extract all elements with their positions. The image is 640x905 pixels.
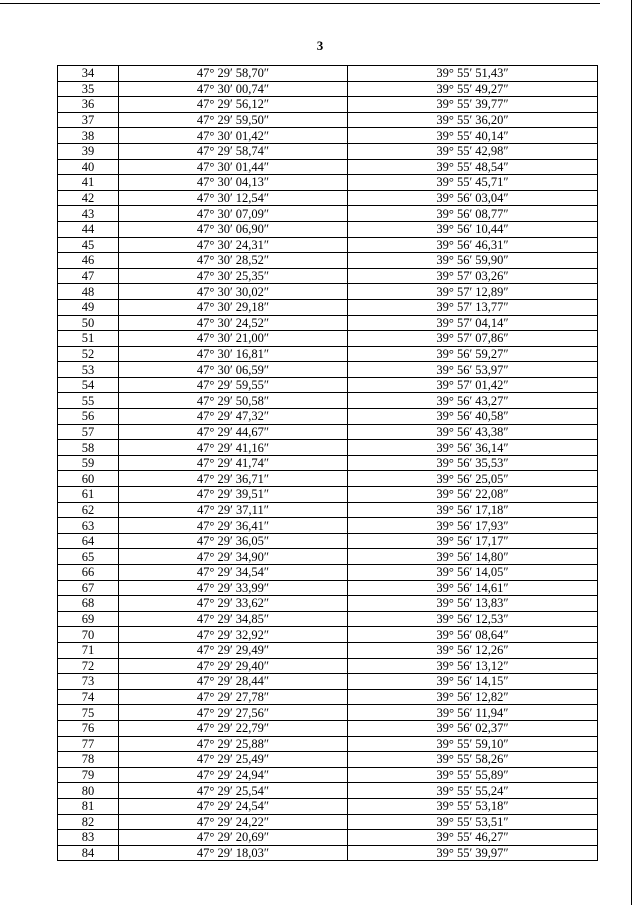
- table-row: [58, 315, 598, 331]
- point-number-cell: 60: [58, 471, 119, 487]
- longitude-cell: 39° 55′ 53,51″: [348, 814, 598, 830]
- point-number-cell: 63: [58, 518, 119, 534]
- point-number-cell: 64: [58, 533, 119, 549]
- latitude-cell: 47° 29′ 24,54″: [119, 798, 348, 814]
- longitude-cell: 39° 56′ 14,61″: [348, 580, 598, 596]
- table-row: [58, 190, 598, 206]
- table-row: [58, 362, 598, 378]
- table-row: [58, 845, 598, 861]
- longitude-cell: 39° 56′ 14,05″: [348, 565, 598, 581]
- table-row: [58, 471, 598, 487]
- point-number-cell: 44: [58, 221, 119, 237]
- point-number-cell: 45: [58, 237, 119, 253]
- point-number-cell: 51: [58, 331, 119, 347]
- table-row: [58, 611, 598, 627]
- point-number-cell: 41: [58, 175, 119, 191]
- longitude-cell: 39° 56′ 12,26″: [348, 642, 598, 658]
- table-row: [58, 736, 598, 752]
- point-number-cell: 62: [58, 502, 119, 518]
- latitude-cell: 47° 30′ 12,54″: [119, 190, 348, 206]
- longitude-cell: 39° 56′ 17,17″: [348, 533, 598, 549]
- longitude-cell: 39° 56′ 25,05″: [348, 471, 598, 487]
- table-row: [58, 128, 598, 144]
- latitude-cell: 47° 30′ 28,52″: [119, 253, 348, 269]
- longitude-cell: 39° 55′ 39,77″: [348, 97, 598, 113]
- table-row: [58, 97, 598, 113]
- latitude-cell: 47° 30′ 29,18″: [119, 299, 348, 315]
- latitude-cell: 47° 30′ 24,31″: [119, 237, 348, 253]
- latitude-cell: 47° 30′ 07,09″: [119, 206, 348, 222]
- latitude-cell: 47° 29′ 33,62″: [119, 596, 348, 612]
- point-number-cell: 46: [58, 253, 119, 269]
- table-row: [58, 596, 598, 612]
- latitude-cell: 47° 29′ 44,67″: [119, 424, 348, 440]
- table-row: [58, 284, 598, 300]
- point-number-cell: 42: [58, 190, 119, 206]
- point-number-cell: 65: [58, 549, 119, 565]
- point-number-cell: 80: [58, 783, 119, 799]
- point-number-cell: 55: [58, 393, 119, 409]
- coordinates-table-body: [58, 66, 598, 861]
- longitude-cell: 39° 56′ 53,97″: [348, 362, 598, 378]
- longitude-cell: 39° 56′ 17,18″: [348, 502, 598, 518]
- latitude-cell: 47° 29′ 50,58″: [119, 393, 348, 409]
- table-row: [58, 767, 598, 783]
- table-row: [58, 237, 598, 253]
- latitude-cell: 47° 30′ 01,44″: [119, 159, 348, 175]
- point-number-cell: 75: [58, 705, 119, 721]
- table-row: [58, 798, 598, 814]
- latitude-cell: 47° 29′ 36,05″: [119, 533, 348, 549]
- point-number-cell: 84: [58, 845, 119, 861]
- table-row: [58, 830, 598, 846]
- latitude-cell: 47° 29′ 47,32″: [119, 409, 348, 425]
- point-number-cell: 74: [58, 689, 119, 705]
- longitude-cell: 39° 56′ 36,14″: [348, 440, 598, 456]
- longitude-cell: 39° 56′ 08,64″: [348, 627, 598, 643]
- longitude-cell: 39° 55′ 55,24″: [348, 783, 598, 799]
- latitude-cell: 47° 29′ 32,92″: [119, 627, 348, 643]
- latitude-cell: 47° 29′ 24,22″: [119, 814, 348, 830]
- point-number-cell: 43: [58, 206, 119, 222]
- point-number-cell: 67: [58, 580, 119, 596]
- latitude-cell: 47° 29′ 36,71″: [119, 471, 348, 487]
- latitude-cell: 47° 29′ 58,70″: [119, 66, 348, 82]
- table-row: [58, 221, 598, 237]
- point-number-cell: 52: [58, 346, 119, 362]
- latitude-cell: 47° 29′ 22,79″: [119, 720, 348, 736]
- point-number-cell: 77: [58, 736, 119, 752]
- point-number-cell: 57: [58, 424, 119, 440]
- latitude-cell: 47° 29′ 25,49″: [119, 752, 348, 768]
- point-number-cell: 76: [58, 720, 119, 736]
- table-row: [58, 674, 598, 690]
- longitude-cell: 39° 55′ 49,27″: [348, 81, 598, 97]
- point-number-cell: 49: [58, 299, 119, 315]
- longitude-cell: 39° 56′ 03,04″: [348, 190, 598, 206]
- point-number-cell: 83: [58, 830, 119, 846]
- point-number-cell: 53: [58, 362, 119, 378]
- point-number-cell: 79: [58, 767, 119, 783]
- latitude-cell: 47° 30′ 06,90″: [119, 221, 348, 237]
- point-number-cell: 58: [58, 440, 119, 456]
- longitude-cell: 39° 56′ 40,58″: [348, 409, 598, 425]
- table-row: [58, 377, 598, 393]
- longitude-cell: 39° 56′ 13,83″: [348, 596, 598, 612]
- table-row: [58, 253, 598, 269]
- table-row: [58, 66, 598, 82]
- table-row: [58, 752, 598, 768]
- latitude-cell: 47° 29′ 24,94″: [119, 767, 348, 783]
- point-number-cell: 40: [58, 159, 119, 175]
- point-number-cell: 61: [58, 487, 119, 503]
- latitude-cell: 47° 29′ 39,51″: [119, 487, 348, 503]
- longitude-cell: 39° 56′ 12,53″: [348, 611, 598, 627]
- longitude-cell: 39° 56′ 22,08″: [348, 487, 598, 503]
- point-number-cell: 54: [58, 377, 119, 393]
- latitude-cell: 47° 29′ 56,12″: [119, 97, 348, 113]
- top-rule: [0, 3, 600, 4]
- table-row: [58, 705, 598, 721]
- latitude-cell: 47° 29′ 33,99″: [119, 580, 348, 596]
- point-number-cell: 47: [58, 268, 119, 284]
- longitude-cell: 39° 55′ 48,54″: [348, 159, 598, 175]
- longitude-cell: 39° 55′ 58,26″: [348, 752, 598, 768]
- table-row: [58, 424, 598, 440]
- latitude-cell: 47° 29′ 36,41″: [119, 518, 348, 534]
- longitude-cell: 39° 56′ 35,53″: [348, 455, 598, 471]
- longitude-cell: 39° 57′ 12,89″: [348, 284, 598, 300]
- table-row: [58, 143, 598, 159]
- longitude-cell: 39° 56′ 12,82″: [348, 689, 598, 705]
- longitude-cell: 39° 55′ 55,89″: [348, 767, 598, 783]
- longitude-cell: 39° 56′ 08,77″: [348, 206, 598, 222]
- longitude-cell: 39° 57′ 03,26″: [348, 268, 598, 284]
- table-row: [58, 440, 598, 456]
- right-margin-rule: [631, 0, 632, 905]
- latitude-cell: 47° 29′ 29,49″: [119, 642, 348, 658]
- table-row: [58, 81, 598, 97]
- table-row: [58, 159, 598, 175]
- table-row: [58, 518, 598, 534]
- longitude-cell: 39° 55′ 51,43″: [348, 66, 598, 82]
- latitude-cell: 47° 30′ 24,52″: [119, 315, 348, 331]
- longitude-cell: 39° 57′ 13,77″: [348, 299, 598, 315]
- longitude-cell: 39° 56′ 43,38″: [348, 424, 598, 440]
- latitude-cell: 47° 29′ 58,74″: [119, 143, 348, 159]
- table-row: [58, 580, 598, 596]
- latitude-cell: 47° 29′ 25,88″: [119, 736, 348, 752]
- longitude-cell: 39° 56′ 14,80″: [348, 549, 598, 565]
- longitude-cell: 39° 56′ 46,31″: [348, 237, 598, 253]
- latitude-cell: 47° 29′ 34,90″: [119, 549, 348, 565]
- table-row: [58, 112, 598, 128]
- longitude-cell: 39° 56′ 10,44″: [348, 221, 598, 237]
- point-number-cell: 71: [58, 642, 119, 658]
- point-number-cell: 34: [58, 66, 119, 82]
- longitude-cell: 39° 57′ 01,42″: [348, 377, 598, 393]
- latitude-cell: 47° 30′ 04,13″: [119, 175, 348, 191]
- latitude-cell: 47° 30′ 01,42″: [119, 128, 348, 144]
- table-row: [58, 814, 598, 830]
- point-number-cell: 38: [58, 128, 119, 144]
- latitude-cell: 47° 30′ 21,00″: [119, 331, 348, 347]
- table-row: [58, 268, 598, 284]
- point-number-cell: 81: [58, 798, 119, 814]
- latitude-cell: 47° 30′ 00,74″: [119, 81, 348, 97]
- longitude-cell: 39° 56′ 17,93″: [348, 518, 598, 534]
- table-row: [58, 502, 598, 518]
- latitude-cell: 47° 29′ 41,16″: [119, 440, 348, 456]
- point-number-cell: 78: [58, 752, 119, 768]
- table-row: [58, 549, 598, 565]
- longitude-cell: 39° 55′ 46,27″: [348, 830, 598, 846]
- latitude-cell: 47° 29′ 27,56″: [119, 705, 348, 721]
- latitude-cell: 47° 29′ 20,69″: [119, 830, 348, 846]
- table-row: [58, 393, 598, 409]
- longitude-cell: 39° 56′ 14,15″: [348, 674, 598, 690]
- latitude-cell: 47° 29′ 34,85″: [119, 611, 348, 627]
- longitude-cell: 39° 56′ 11,94″: [348, 705, 598, 721]
- page-number: 3: [316, 38, 324, 53]
- longitude-cell: 39° 55′ 53,18″: [348, 798, 598, 814]
- point-number-cell: 36: [58, 97, 119, 113]
- latitude-cell: 47° 29′ 25,54″: [119, 783, 348, 799]
- longitude-cell: 39° 55′ 36,20″: [348, 112, 598, 128]
- latitude-cell: 47° 30′ 06,59″: [119, 362, 348, 378]
- latitude-cell: 47° 29′ 28,44″: [119, 674, 348, 690]
- point-number-cell: 48: [58, 284, 119, 300]
- coordinates-table: [57, 65, 598, 861]
- latitude-cell: 47° 29′ 59,55″: [119, 377, 348, 393]
- point-number-cell: 66: [58, 565, 119, 581]
- latitude-cell: 47° 29′ 27,78″: [119, 689, 348, 705]
- latitude-cell: 47° 29′ 37,11″: [119, 502, 348, 518]
- longitude-cell: 39° 56′ 13,12″: [348, 658, 598, 674]
- latitude-cell: 47° 30′ 30,02″: [119, 284, 348, 300]
- point-number-cell: 72: [58, 658, 119, 674]
- latitude-cell: 47° 29′ 29,40″: [119, 658, 348, 674]
- table-row: [58, 642, 598, 658]
- latitude-cell: 47° 29′ 41,74″: [119, 455, 348, 471]
- table-row: [58, 409, 598, 425]
- latitude-cell: 47° 30′ 16,81″: [119, 346, 348, 362]
- table-row: [58, 346, 598, 362]
- longitude-cell: 39° 55′ 42,98″: [348, 143, 598, 159]
- longitude-cell: 39° 56′ 59,90″: [348, 253, 598, 269]
- point-number-cell: 68: [58, 596, 119, 612]
- table-row: [58, 299, 598, 315]
- table-row: [58, 206, 598, 222]
- table-row: [58, 175, 598, 191]
- latitude-cell: 47° 29′ 59,50″: [119, 112, 348, 128]
- table-row: [58, 627, 598, 643]
- longitude-cell: 39° 56′ 43,27″: [348, 393, 598, 409]
- point-number-cell: 56: [58, 409, 119, 425]
- longitude-cell: 39° 55′ 59,10″: [348, 736, 598, 752]
- longitude-cell: 39° 56′ 02,37″: [348, 720, 598, 736]
- point-number-cell: 35: [58, 81, 119, 97]
- point-number-cell: 39: [58, 143, 119, 159]
- table-row: [58, 720, 598, 736]
- longitude-cell: 39° 55′ 40,14″: [348, 128, 598, 144]
- point-number-cell: 69: [58, 611, 119, 627]
- longitude-cell: 39° 57′ 04,14″: [348, 315, 598, 331]
- latitude-cell: 47° 30′ 25,35″: [119, 268, 348, 284]
- point-number-cell: 59: [58, 455, 119, 471]
- point-number-cell: 50: [58, 315, 119, 331]
- point-number-cell: 70: [58, 627, 119, 643]
- longitude-cell: 39° 55′ 39,97″: [348, 845, 598, 861]
- table-row: [58, 331, 598, 347]
- point-number-cell: 82: [58, 814, 119, 830]
- table-row: [58, 487, 598, 503]
- latitude-cell: 47° 29′ 34,54″: [119, 565, 348, 581]
- table-row: [58, 565, 598, 581]
- table-row: [58, 533, 598, 549]
- table-row: [58, 689, 598, 705]
- point-number-cell: 37: [58, 112, 119, 128]
- point-number-cell: 73: [58, 674, 119, 690]
- table-row: [58, 455, 598, 471]
- latitude-cell: 47° 29′ 18,03″: [119, 845, 348, 861]
- table-row: [58, 783, 598, 799]
- longitude-cell: 39° 57′ 07,86″: [348, 331, 598, 347]
- longitude-cell: 39° 55′ 45,71″: [348, 175, 598, 191]
- table-row: [58, 658, 598, 674]
- longitude-cell: 39° 56′ 59,27″: [348, 346, 598, 362]
